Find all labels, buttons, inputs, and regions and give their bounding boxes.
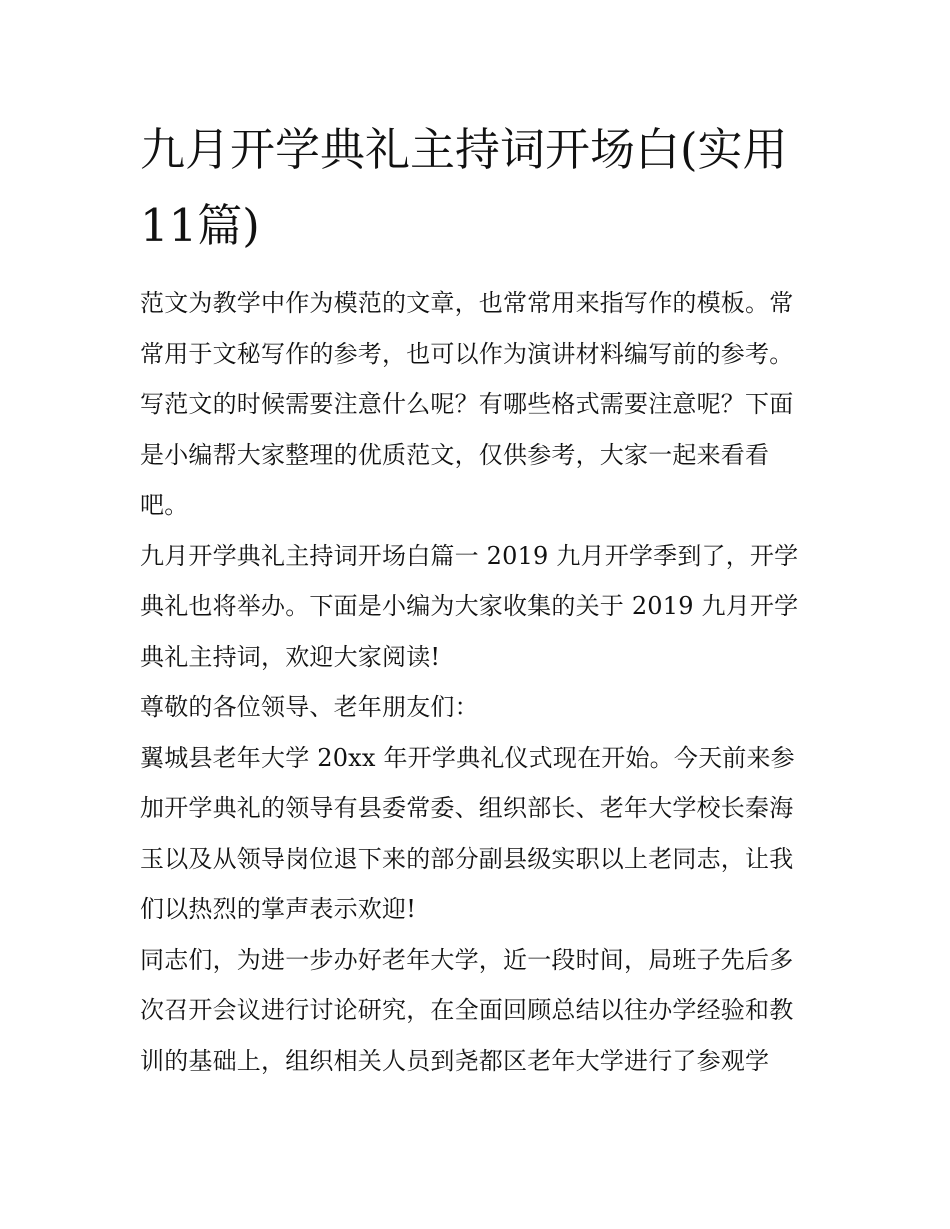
document-title: 九月开学典礼主持词开场白(实用11篇) [140, 123, 788, 252]
body-paragraph: 同志们，为进一步办好老年大学，近一段时间，局班子先后多次召开会议进行讨论研究，在全面回顾总结以往办学经验和教训的基础上，组织相关人员到尧都区老年大学进行了参观学 [140, 945, 794, 1075]
body-paragraph: 九月开学典礼主持词开场白篇一 2019 九月开学季到了，开学典礼也将举办。下面是小编为大家收集的关于 2019 九月开学典礼主持词，欢迎大家阅读! [140, 541, 799, 671]
body-paragraph: 尊敬的各位领导、老年朋友们： [140, 693, 479, 721]
body-paragraph: 翼城县老年大学 20xx 年开学典礼仪式现在开始。今天前来参加开学典礼的领导有县委常委、组织部长、老年大学校长秦海玉以及从领导岗位退下来的部分副县级实职以上老同志，让我们以热烈的掌声表示欢迎! [140, 743, 795, 923]
document-page [140, 112, 812, 1086]
document-body [140, 278, 812, 1086]
body-paragraph: 范文为教学中作为模范的文章，也常常用来指写作的模板。常常用于文秘写作的参考，也可以作为演讲材料编写前的参考。写范文的时候需要注意什么呢？有哪些格式需要注意呢？下面是小编帮大家整理的优质范文，仅供参考，大家一起来看看吧。 [140, 289, 794, 519]
